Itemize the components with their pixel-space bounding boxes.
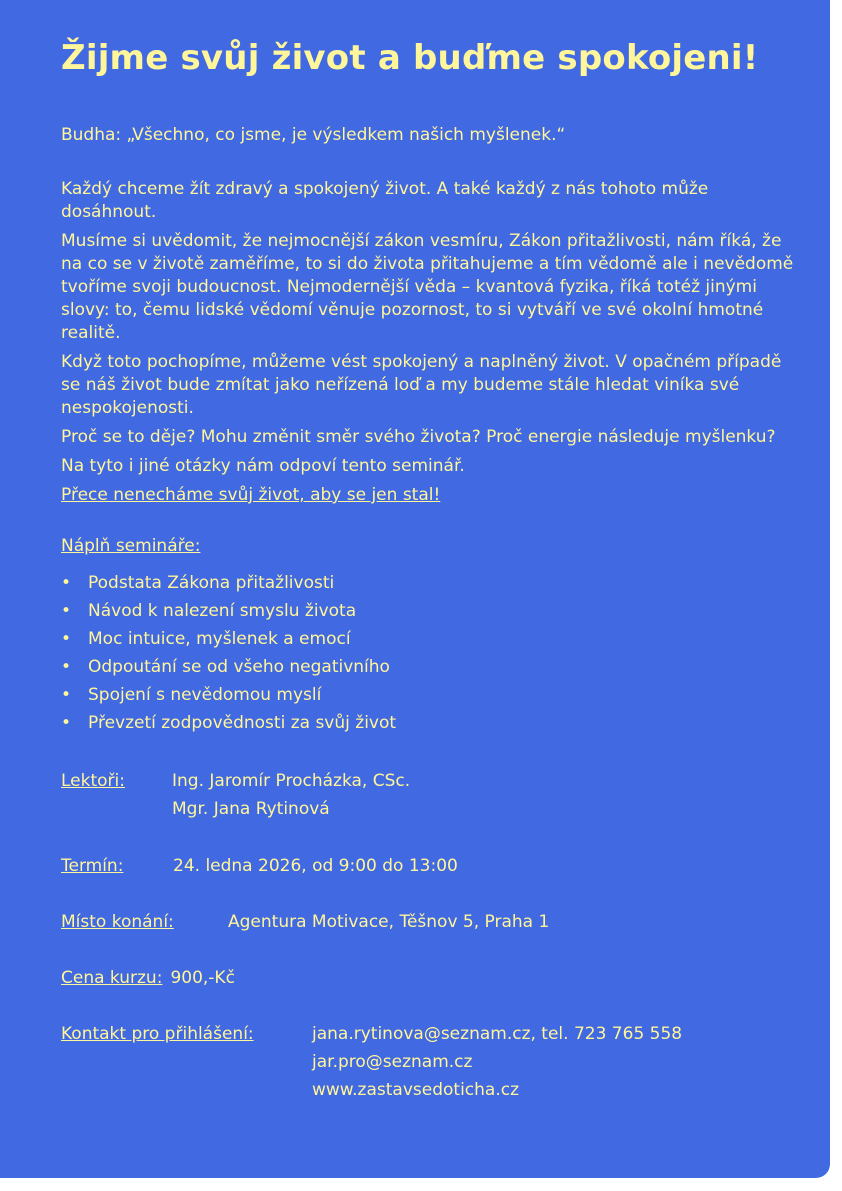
price-label: Cena kurzu: [61,968,163,988]
paragraph: Musíme si uvědomit, že nejmocnější zákon vesmíru, Zákon přitažlivosti, nám říká, že na co se v životě zaměříme, to si do života přitahujeme a tím vědomě ale i nevědomě tvoříme svoji budoucnost. Nejmodernější věda – kvantová fyzika, říká totéž jinými slovy: to, čemu lidské vědomí věnuje pozornost, to si vytváří ve své okolní hmotné realitě. [61,231,794,343]
contact-row [61,1020,801,1100]
paragraph: Každý chceme žít zdravý a spokojený život. A také každý z nás tohoto může dosáhnout. [61,179,709,222]
contact-label: Kontakt pro přihlášení: [61,1024,254,1044]
list-item-label: Moc intuice, myšlenek a emocí [88,629,351,649]
list-item-label: Převzetí zodpovědnosti za svůj život [88,713,397,733]
list-item-label: Spojení s nevědomou myslí [88,685,322,705]
lecturer-name: Ing. Jaromír Procházka, CSc. [172,771,411,791]
buddha-quote: Budha: „Všechno, co jsme, je výsledkem našich myšlenek.“ [61,125,566,145]
paragraph: Na tyto i jiné otázky nám odpoví tento seminář. [61,456,465,476]
list-item [61,569,801,597]
list-item [61,709,801,737]
bullet-icon: • [61,573,72,593]
term-value: 24. ledna 2026, od 9:00 do 13:00 [173,856,458,876]
bullet-icon: • [61,657,72,677]
intro-paragraphs [61,178,801,507]
venue-label: Místo konání: [61,912,174,932]
syllabus-heading: Náplň semináře: [61,536,201,556]
term-label: Termín: [61,856,124,876]
contact-details [312,1020,682,1104]
contact-email-phone: jana.rytinova@seznam.cz, tel. 723 765 558 [312,1024,683,1044]
list-item-label: Podstata Zákona přitažlivosti [88,573,335,593]
lecturers-row [61,767,801,823]
list-item [61,653,801,681]
price-row [61,964,801,992]
bullet-icon: • [61,629,72,649]
list-item [61,625,801,653]
term-row [61,852,801,880]
price-value: 900,-Kč [170,968,235,988]
bullet-icon: • [61,713,72,733]
bullet-icon: • [61,601,72,621]
list-item-label: Odpoutání se od všeho negativního [88,657,390,677]
page-title: Žijme svůj život a buďme spokojeni! [61,38,759,78]
syllabus-list [61,569,801,737]
paragraph: Proč se to děje? Mohu změnit směr svého života? Proč energie následuje myšlenku? [61,427,776,447]
list-item [61,681,801,709]
lecturers-names [172,767,410,823]
venue-value: Agentura Motivace, Těšnov 5, Praha 1 [228,912,550,932]
bullet-icon: • [61,685,72,705]
lecturer-name: Mgr. Jana Rytinová [172,799,330,819]
contact-website: www.zastavsedoticha.cz [312,1080,520,1100]
contact-email: jar.pro@seznam.cz [312,1052,473,1072]
paragraph: Když toto pochopíme, můžeme vést spokojený a naplněný život. V opačném případě se náš život bude zmítat jako neřízená loď a my budeme stále hledat viníka své nespokojenosti. [61,352,782,418]
venue-row [61,908,801,936]
closing-line: Přece nenecháme svůj život, aby se jen stal! [61,485,441,505]
flyer-content [61,34,801,1100]
list-item [61,597,801,625]
lecturers-label: Lektoři: [61,771,125,791]
list-item-label: Návod k nalezení smyslu života [88,601,357,621]
